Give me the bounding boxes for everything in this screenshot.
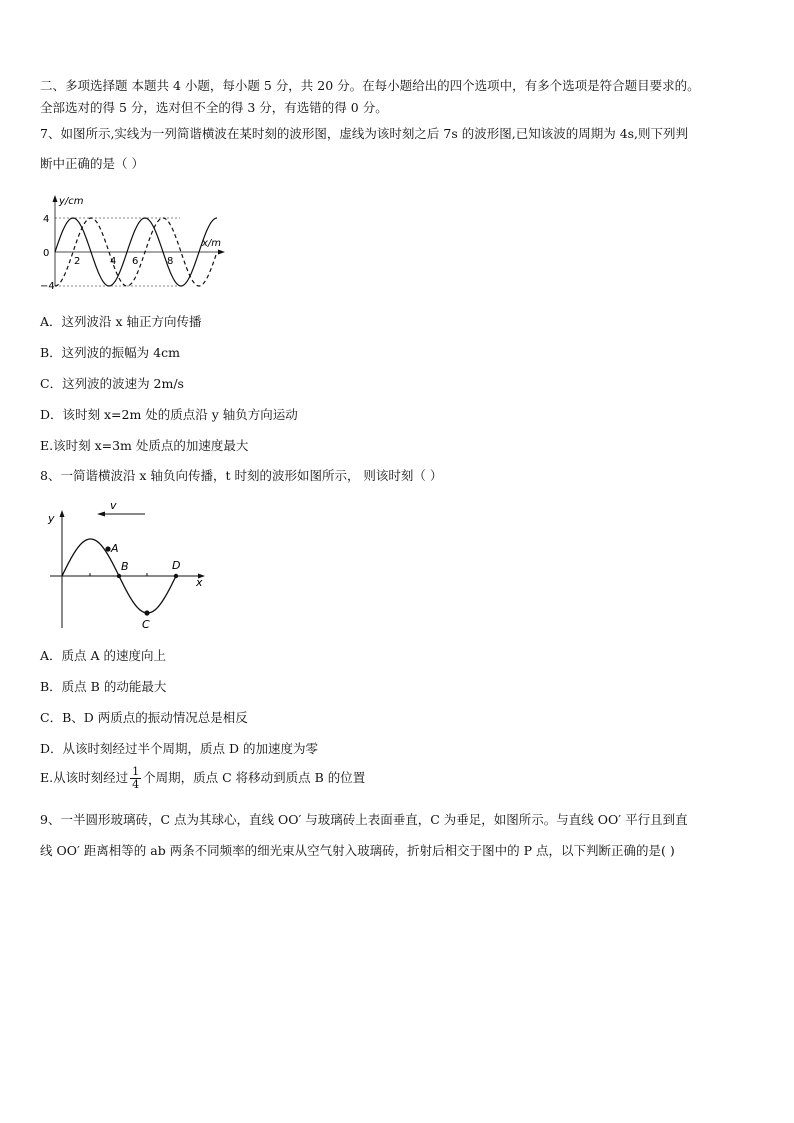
q8-option-b: B．质点 B 的动能最大 xyxy=(40,679,167,694)
q8-label-a: A xyxy=(111,542,119,555)
q8-option-d: D．从该时刻经过半个周期，质点 D 的加速度为零 xyxy=(40,741,318,756)
q8-y-arrow xyxy=(60,510,65,517)
q8-stem: 8、一简谐横波沿 x 轴负向传播，t 时刻的波形如图所示， 则该时刻（ ） xyxy=(40,468,443,483)
q7-option-b: B．这列波的振幅为 4cm xyxy=(40,345,180,360)
q7-tick-y-neg4: −4 xyxy=(40,281,55,290)
q9-stem-line-1: 9、一半圆形玻璃砖，C 点为其球心，直线 OO′ 与玻璃砖上表面垂直，C 为垂足，如图所示。与直线 OO′ 平行且到直 xyxy=(40,812,688,827)
q7-wave-figure xyxy=(40,190,230,290)
q8-label-c: C xyxy=(142,618,150,631)
section-heading-line-1: 二、多项选择题 本题共 4 小题，每小题 5 分，共 20 分。在每小题给出的四个选项中，有多个选项是符合题目要求的。 xyxy=(40,78,700,93)
q7-x-label: x/m xyxy=(202,238,222,249)
q7-tick-x-6: 6 xyxy=(132,256,139,267)
q7-tick-x-4: 4 xyxy=(110,256,117,267)
q7-option-a: A．这列波沿 x 轴正方向传播 xyxy=(40,314,202,329)
q8-wave-figure xyxy=(40,496,210,636)
q9-stem-line-2: 线 OO′ 距离相等的 ab 两条不同频率的细光束从空气射入玻璃砖，折射后相交于图中的 P 点，以下判断正确的是( ) xyxy=(40,843,675,858)
q8-y-label: y xyxy=(48,512,55,525)
q7-option-c: C．这列波的波速为 2m/s xyxy=(40,376,184,391)
q7-x-arrow xyxy=(218,250,225,255)
q8-option-e xyxy=(40,766,365,791)
q7-option-d: D．该时刻 x=2m 处的质点沿 y 轴负方向运动 xyxy=(40,407,298,422)
q7-tick-y-0: 0 xyxy=(43,248,50,259)
q7-option-e: E.该时刻 x=3m 处质点的加速度最大 xyxy=(40,438,249,453)
q8-option-c: C．B、D 两质点的振动情况总是相反 xyxy=(40,710,248,725)
section-heading-line-2: 全部选对的得 5 分，选对但不全的得 3 分，有选错的得 0 分。 xyxy=(40,100,388,115)
q8-label-d: D xyxy=(172,559,181,572)
q7-y-arrow xyxy=(53,195,58,202)
q8-option-e-fraction xyxy=(130,766,141,791)
q7-y-label: y/cm xyxy=(59,196,84,207)
q7-tick-x-8: 8 xyxy=(167,256,174,267)
q8-v-label: v xyxy=(110,499,117,512)
q8-x-label: x xyxy=(196,576,203,589)
q8-point-b xyxy=(117,574,121,578)
q8-point-c xyxy=(144,610,149,615)
q7-tick-y-4: 4 xyxy=(43,214,50,225)
q7-stem-line-1: 7、如图所示,实线为一列简谐横波在某时刻的波形图，虚线为该时刻之后 7s 的波形图,已知该波的周期为 4s,则下列判 xyxy=(40,126,689,141)
q8-option-e-post: 个周期，质点 C 将移动到质点 B 的位置 xyxy=(143,770,366,785)
q7-tick-x-2: 2 xyxy=(74,256,81,267)
q8-fraction-numerator: 1 xyxy=(132,765,140,778)
q8-option-a: A．质点 A 的速度向上 xyxy=(40,648,167,663)
q8-option-e-pre: E.从该时刻经过 xyxy=(40,770,129,785)
q7-stem-line-2: 断中正确的是（ ） xyxy=(40,156,144,171)
q8-velocity-arrowhead xyxy=(97,512,105,517)
q8-point-d xyxy=(174,574,178,578)
q8-fraction-denominator: 4 xyxy=(132,778,140,791)
q8-point-a xyxy=(105,546,110,551)
q8-label-b: B xyxy=(121,560,129,573)
